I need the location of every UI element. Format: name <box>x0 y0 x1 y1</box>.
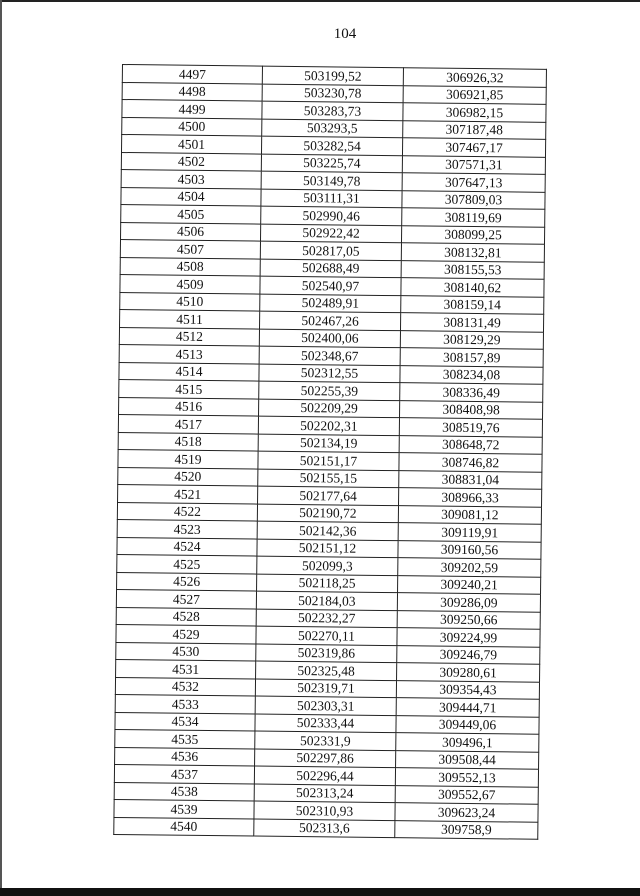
x-coordinate-cell: 502099,3 <box>257 556 398 575</box>
x-coordinate-cell: 502184,03 <box>256 591 397 610</box>
x-coordinate-cell: 502270,11 <box>256 626 397 645</box>
scan-border-top <box>0 0 640 2</box>
point-number-cell: 4509 <box>120 274 260 293</box>
x-coordinate-cell: 503225,74 <box>261 154 402 173</box>
x-coordinate-cell: 502333,44 <box>255 714 396 733</box>
y-coordinate-cell: 309160,56 <box>398 540 541 559</box>
x-coordinate-cell: 502688,49 <box>260 259 401 278</box>
point-number-cell: 4511 <box>120 309 260 328</box>
y-coordinate-cell: 309496,1 <box>396 733 539 752</box>
y-coordinate-cell: 308336,49 <box>400 383 543 402</box>
x-coordinate-cell: 503283,73 <box>262 101 403 120</box>
x-coordinate-cell: 503199,52 <box>262 66 403 85</box>
y-coordinate-cell: 308519,76 <box>399 418 542 437</box>
x-coordinate-cell: 502177,64 <box>258 486 399 505</box>
y-coordinate-cell: 308408,98 <box>400 400 543 419</box>
point-number-cell: 4515 <box>119 379 259 398</box>
point-number-cell: 4510 <box>120 292 260 311</box>
x-coordinate-cell: 502817,05 <box>260 241 401 260</box>
table-row <box>114 817 538 839</box>
x-coordinate-cell: 502312,55 <box>259 364 400 383</box>
point-number-cell: 4500 <box>122 117 262 136</box>
point-number-cell: 4501 <box>122 135 262 154</box>
coordinates-table-container <box>113 64 547 840</box>
point-number-cell: 4525 <box>117 554 257 573</box>
point-number-cell: 4517 <box>118 414 258 433</box>
y-coordinate-cell: 308119,69 <box>402 208 545 227</box>
y-coordinate-cell: 307467,17 <box>402 138 545 157</box>
y-coordinate-cell: 309224,99 <box>397 628 540 647</box>
point-number-cell: 4508 <box>120 257 260 276</box>
x-coordinate-cell: 502118,25 <box>257 574 398 593</box>
point-number-cell: 4503 <box>121 169 261 188</box>
point-number-cell: 4535 <box>115 729 255 748</box>
point-number-cell: 4539 <box>114 799 254 818</box>
point-number-cell: 4538 <box>114 782 254 801</box>
x-coordinate-cell: 502142,36 <box>257 521 398 540</box>
x-coordinate-cell: 502922,42 <box>261 224 402 243</box>
y-coordinate-cell: 307571,31 <box>402 155 545 174</box>
x-coordinate-cell: 502296,44 <box>254 766 395 785</box>
y-coordinate-cell: 308157,89 <box>400 348 543 367</box>
y-coordinate-cell: 306982,15 <box>403 103 546 122</box>
point-number-cell: 4528 <box>116 607 256 626</box>
y-coordinate-cell: 309758,9 <box>395 820 538 839</box>
y-coordinate-cell: 308131,49 <box>400 313 543 332</box>
point-number-cell: 4506 <box>121 222 261 241</box>
scan-border-bottom <box>0 888 640 896</box>
y-coordinate-cell: 309623,24 <box>395 803 538 822</box>
x-coordinate-cell: 502348,67 <box>259 346 400 365</box>
point-number-cell: 4514 <box>119 362 259 381</box>
point-number-cell: 4529 <box>116 624 256 643</box>
point-number-cell: 4498 <box>122 82 262 101</box>
y-coordinate-cell: 309119,91 <box>398 523 541 542</box>
x-coordinate-cell: 502202,31 <box>258 416 399 435</box>
y-coordinate-cell: 309081,12 <box>398 505 541 524</box>
x-coordinate-cell: 502255,39 <box>259 381 400 400</box>
x-coordinate-cell: 502467,26 <box>260 311 401 330</box>
coordinates-table <box>113 64 547 840</box>
x-coordinate-cell: 502325,48 <box>256 661 397 680</box>
point-number-cell: 4505 <box>121 204 261 223</box>
x-coordinate-cell: 502209,29 <box>259 399 400 418</box>
point-number-cell: 4520 <box>118 467 258 486</box>
point-number-cell: 4512 <box>119 327 259 346</box>
x-coordinate-cell: 502319,71 <box>255 679 396 698</box>
y-coordinate-cell: 309286,09 <box>397 593 540 612</box>
point-number-cell: 4521 <box>118 484 258 503</box>
x-coordinate-cell: 503293,5 <box>262 119 403 138</box>
x-coordinate-cell: 502990,46 <box>261 206 402 225</box>
y-coordinate-cell: 309280,61 <box>397 663 540 682</box>
y-coordinate-cell: 308129,29 <box>400 330 543 349</box>
y-coordinate-cell: 309508,44 <box>396 750 539 769</box>
point-number-cell: 4519 <box>118 449 258 468</box>
x-coordinate-cell: 502310,93 <box>254 801 395 820</box>
x-coordinate-cell: 502489,91 <box>260 294 401 313</box>
y-coordinate-cell: 309354,43 <box>396 680 539 699</box>
x-coordinate-cell: 502400,06 <box>259 329 400 348</box>
x-coordinate-cell: 502331,9 <box>255 731 396 750</box>
y-coordinate-cell: 309552,67 <box>395 785 538 804</box>
point-number-cell: 4531 <box>116 659 256 678</box>
x-coordinate-cell: 503149,78 <box>261 171 402 190</box>
point-number-cell: 4526 <box>117 572 257 591</box>
x-coordinate-cell: 502313,24 <box>254 784 395 803</box>
y-coordinate-cell: 307809,03 <box>402 190 545 209</box>
x-coordinate-cell: 502297,86 <box>255 749 396 768</box>
point-number-cell: 4536 <box>115 747 255 766</box>
y-coordinate-cell: 306926,32 <box>403 68 546 87</box>
y-coordinate-cell: 307647,13 <box>402 173 545 192</box>
y-coordinate-cell: 308966,33 <box>399 488 542 507</box>
point-number-cell: 4522 <box>117 502 257 521</box>
y-coordinate-cell: 307187,48 <box>403 120 546 139</box>
point-number-cell: 4513 <box>119 344 259 363</box>
point-number-cell: 4507 <box>120 239 260 258</box>
x-coordinate-cell: 502303,31 <box>255 696 396 715</box>
x-coordinate-cell: 503282,54 <box>261 136 402 155</box>
point-number-cell: 4533 <box>115 694 255 713</box>
point-number-cell: 4518 <box>118 432 258 451</box>
scan-border-left <box>0 0 2 896</box>
y-coordinate-cell: 308099,25 <box>401 225 544 244</box>
point-number-cell: 4530 <box>116 642 256 661</box>
point-number-cell: 4524 <box>117 537 257 556</box>
y-coordinate-cell: 309246,79 <box>397 645 540 664</box>
point-number-cell: 4537 <box>114 764 254 783</box>
point-number-cell: 4532 <box>115 677 255 696</box>
point-number-cell: 4504 <box>121 187 261 206</box>
y-coordinate-cell: 306921,85 <box>403 85 546 104</box>
point-number-cell: 4497 <box>122 65 262 84</box>
x-coordinate-cell: 503230,78 <box>262 84 403 103</box>
x-coordinate-cell: 502155,15 <box>258 469 399 488</box>
y-coordinate-cell: 309202,59 <box>398 558 541 577</box>
y-coordinate-cell: 308159,14 <box>401 295 544 314</box>
x-coordinate-cell: 502151,17 <box>258 451 399 470</box>
point-number-cell: 4540 <box>114 817 254 836</box>
point-number-cell: 4516 <box>119 397 259 416</box>
y-coordinate-cell: 309552,13 <box>395 768 538 787</box>
page-number: 104 <box>333 26 357 42</box>
x-coordinate-cell: 502190,72 <box>257 504 398 523</box>
x-coordinate-cell: 502319,86 <box>256 644 397 663</box>
y-coordinate-cell: 309240,21 <box>398 575 541 594</box>
coordinates-table-body <box>114 65 547 840</box>
x-coordinate-cell: 502313,6 <box>254 819 395 838</box>
y-coordinate-cell: 308140,62 <box>401 278 544 297</box>
point-number-cell: 4502 <box>121 152 261 171</box>
y-coordinate-cell: 308234,08 <box>400 365 543 384</box>
y-coordinate-cell: 308746,82 <box>399 453 542 472</box>
y-coordinate-cell: 308132,81 <box>401 243 544 262</box>
x-coordinate-cell: 502151,12 <box>257 539 398 558</box>
point-number-cell: 4534 <box>115 712 255 731</box>
x-coordinate-cell: 502232,27 <box>256 609 397 628</box>
y-coordinate-cell: 308648,72 <box>399 435 542 454</box>
y-coordinate-cell: 309250,66 <box>397 610 540 629</box>
point-number-cell: 4527 <box>116 589 256 608</box>
y-coordinate-cell: 309449,06 <box>396 715 539 734</box>
x-coordinate-cell: 502134,19 <box>258 434 399 453</box>
x-coordinate-cell: 502540,97 <box>260 276 401 295</box>
y-coordinate-cell: 309444,71 <box>396 698 539 717</box>
point-number-cell: 4499 <box>122 100 262 119</box>
point-number-cell: 4523 <box>117 519 257 538</box>
y-coordinate-cell: 308831,04 <box>399 470 542 489</box>
x-coordinate-cell: 503111,31 <box>261 189 402 208</box>
y-coordinate-cell: 308155,53 <box>401 260 544 279</box>
